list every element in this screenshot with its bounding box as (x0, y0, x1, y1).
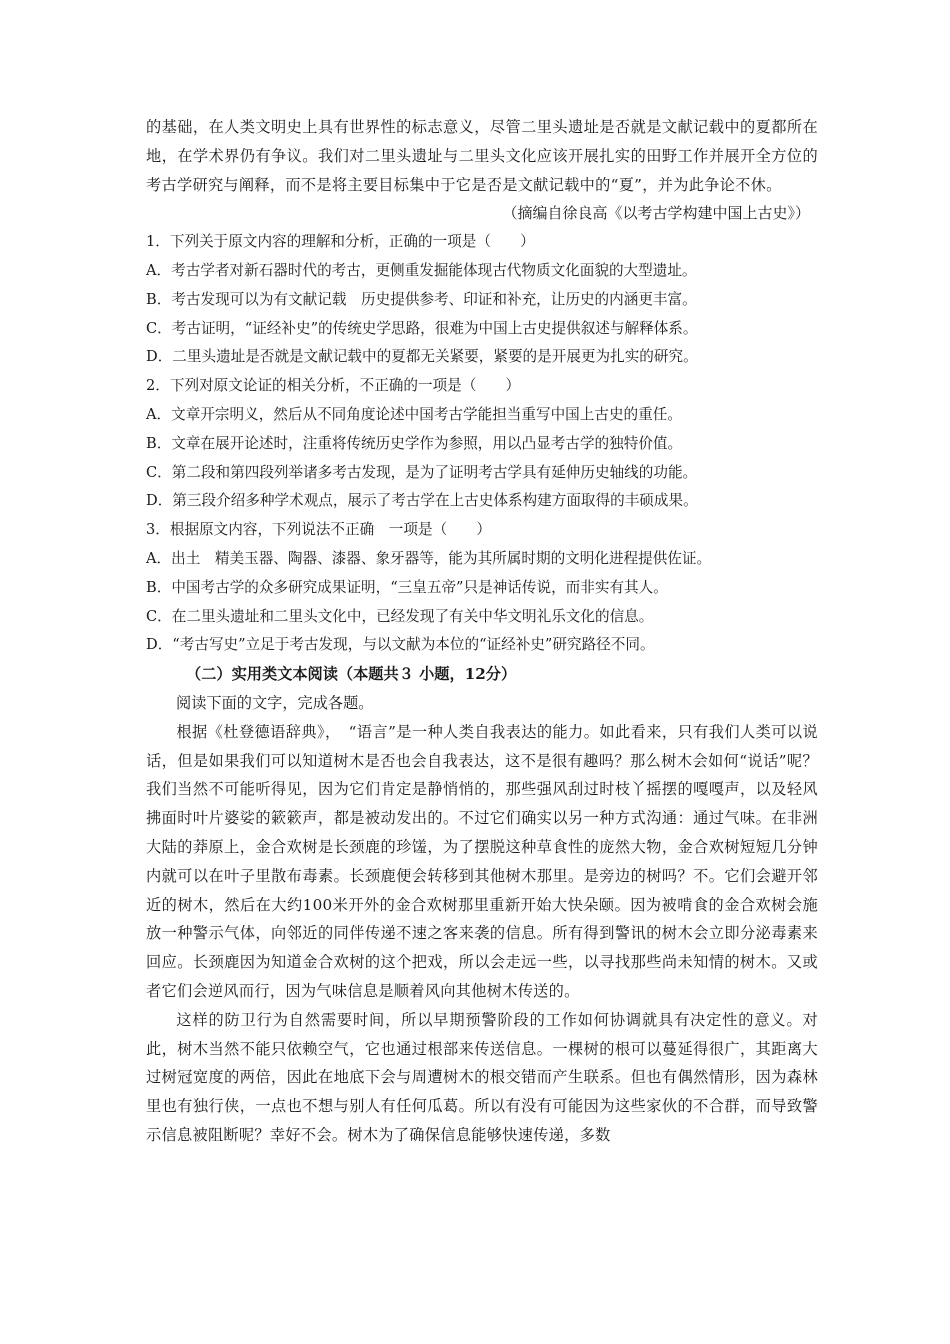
option-b: B．中国考古学的众多研究成果证明，“三皇五帝”只是神话传说，而非实有其人。 (146, 578, 668, 596)
option-b: B．考古发现可以为有文献记载 历史提供参考、印证和补充，让历史的内涵更丰富。 (146, 290, 697, 308)
passage-end-paragraph: 的基础，在人类文明史上具有世界性的标志意义，尽管二里头遗址是否就是文献记载中的夏都所在地，在学术界仍有争议。我们对二里头遗址与二里头文化应该开展扎实的田野工作并展开全方位的考古学研究与阐释，而不是将主要目标集中于它是否是文献记载中的“夏”，并为此争论不休。 (146, 118, 818, 194)
question-1 (146, 228, 818, 372)
question-stem: 1．下列关于原文内容的理解和分析，正确的一项是（ ） (146, 233, 535, 251)
option-c: C．考古证明，“证经补史”的传统史学思路，很难为中国上古史提供叙述与解释体系。 (146, 319, 698, 337)
reading-paragraph-1: 根据《杜登德语辞典》， “语言”是一种人类自我表达的能力。如此看来，只有我们人类可以说话，但是如果我们可以知道树木是否也会自我表达，这不是很有趣吗？那么树木会如何“说话”呢？我们当然不可能听得见，因为它们肯定是静悄悄的，那些强风刮过时枝丫摇摆的嘎嘎声，以及轻风拂面时叶片婆娑的簌簌声，都是被动发出的。不过它们确实以另一种方式沟通：通过气味。在非洲大陆的莽原上，金合欢树是长颈鹿的珍馐，为了摆脱这种草食性的庞然大物，金合欢树短短几分钟内就可以在叶子里散布毒素。长颈鹿便会转移到其他树木那里。是旁边的树吗？不。它们会避开邻近的树木，然后在大约100米开外的金合欢树那里重新开始大快朵颐。因为被啃食的金合欢树会施放一种警示气体，向邻近的同伴传递不速之客来袭的信息。所有得到警讯的树木会立即分泌毒素来回应。长颈鹿因为知道金合欢树的这个把戏，所以会走远一些，以寻找那些尚未知情的树木。又或者它们会逆风而行，因为气味信息是顺着风向其他树木传送的。 (146, 722, 818, 1000)
option-c: C．第二段和第四段列举诸多考古发现，是为了证明考古学具有延伸历史轴线的功能。 (146, 463, 698, 481)
question-2 (146, 372, 818, 516)
option-a: A．文章开宗明义，然后从不同角度论述中国考古学能担当重写中国上古史的重任。 (146, 405, 682, 423)
option-c: C．在二里头遗址和二里头文化中，已经发现了有关中华文明礼乐文化的信息。 (146, 607, 654, 625)
option-d: D．“考古写史”立足于考古发现，与以文献为本位的“证经补史”研究路径不同。 (146, 636, 655, 654)
passage-source: （摘编自徐良高《以考古学构建中国上古史》） (502, 204, 810, 223)
option-d: D．第三段介绍多种学术观点，展示了考古学在上古史体系构建方面取得的丰硕成果。 (146, 492, 698, 510)
option-b: B．文章在展开论述时，注重将传统历史学作为参照，用以凸显考古学的独特价值。 (146, 434, 683, 452)
reading-paragraph-2: 这样的防卫行为自然需要时间，所以早期预警阶段的工作如何协调就具有决定性的意义。对此，树木当然不能只依赖空气，它也通过根部来传送信息。一棵树的根可以蔓延得很广，其距离大过树冠宽度的两倍，因此在地底下会与周遭树木的根交错而产生联系。但也有偶然情形，因为森林里也有独行侠，一点也不想与别人有任何瓜葛。所以有没有可能因为这些家伙的不合群，而导致警示信息被阻断呢？幸好不会。树木为了确保信息能够快速传递，多数 (146, 1010, 818, 1144)
document-page (146, 113, 818, 1150)
section-title: （二）实用类文本阅读（本题共３ 小题，12分） (186, 665, 517, 684)
option-a: A．考古学者对新石器时代的考古，更侧重发掘能体现古代物质文化面貌的大型遗址。 (146, 261, 697, 279)
question-stem: 2．下列对原文论证的相关分析，不正确的一项是（ ） (146, 377, 521, 395)
section-instruction: 阅读下面的文字，完成各题。 (176, 693, 374, 712)
option-d: D．二里头遗址是否就是文献记载中的夏都无关紧要，紧要的是开展更为扎实的研究。 (146, 348, 698, 366)
question-stem: 3．根据原文内容，下列说法不正确 一项是（ ） (146, 521, 491, 539)
option-a: A．出土 精美玉器、陶器、漆器、象牙器等，能为其所属时期的文明化进程提供佐证。 (146, 549, 712, 567)
question-3 (146, 516, 818, 660)
